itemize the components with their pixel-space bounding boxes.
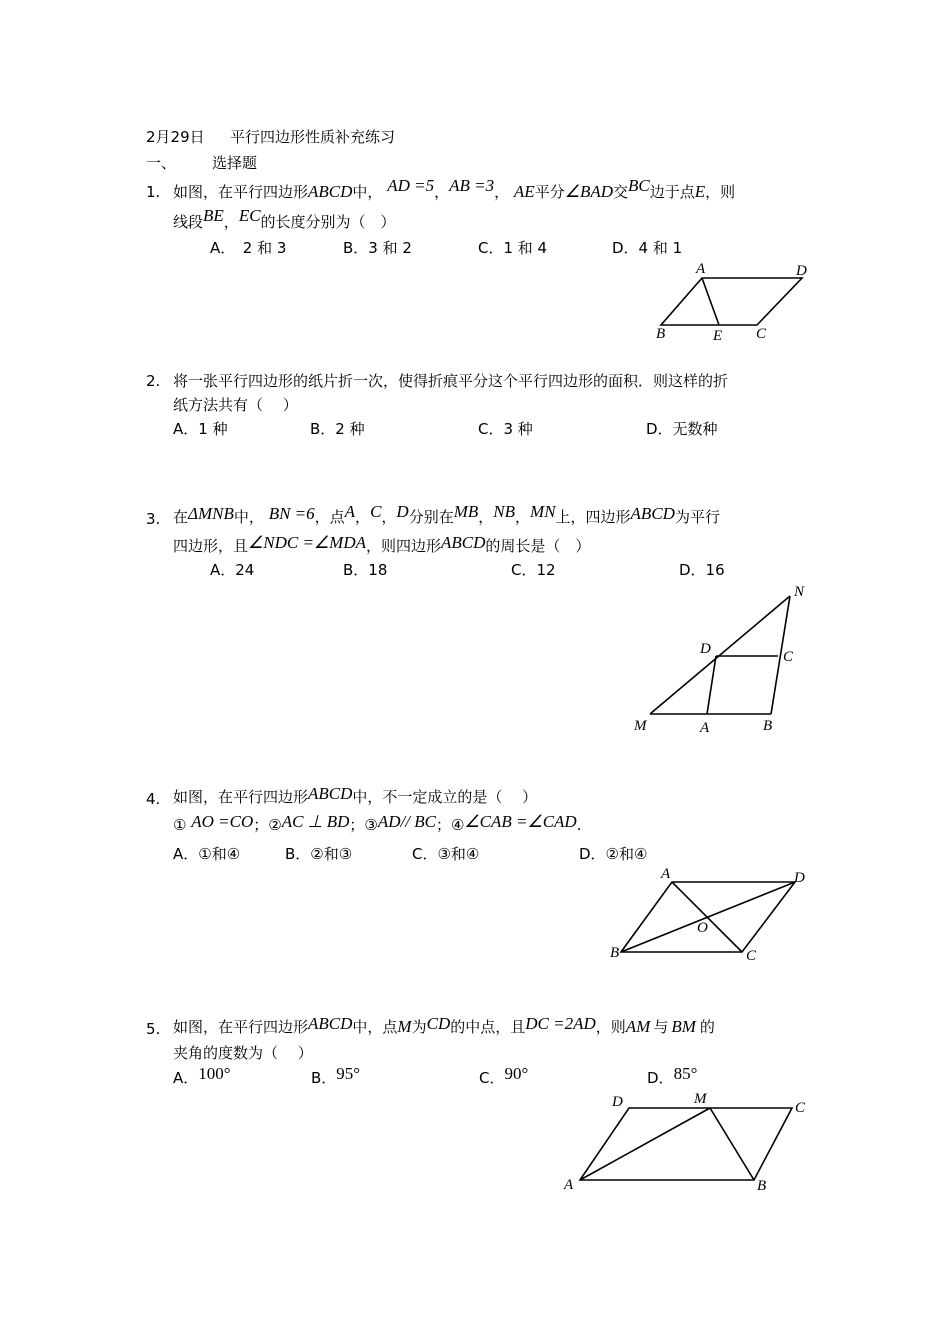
q5-option-b: B．95° bbox=[311, 1064, 361, 1087]
q5-equation: DC =2AD bbox=[525, 1014, 596, 1033]
q1-label-d: D bbox=[796, 263, 807, 279]
q1-ec: EC bbox=[238, 206, 261, 225]
q1-line1: 如图，在平行四边形ABCD中， AD =5，AB =3， AE平分∠BAD交BC边于点E，则 bbox=[173, 176, 736, 201]
q4-statement-1: AO =CO bbox=[191, 812, 254, 831]
q4-abcd: ABCD bbox=[308, 784, 353, 803]
q4-parallelogram-figure bbox=[605, 862, 815, 967]
q1-ab: AB =3 bbox=[449, 176, 495, 195]
q3-option-c: C．12 bbox=[511, 561, 556, 579]
q3-number: 3. bbox=[146, 510, 161, 528]
q5-label-b: B bbox=[757, 1178, 767, 1194]
q1-option-b: B．3 和 2 bbox=[343, 239, 412, 257]
q5-line2: 夹角的度数为（ ） bbox=[173, 1044, 313, 1062]
page-date: 2月29日 bbox=[146, 128, 205, 146]
q2-number: 2. bbox=[146, 372, 161, 390]
q1-label-a: A bbox=[696, 261, 706, 277]
q4-statement-2: AC ⊥ BD bbox=[281, 812, 350, 831]
q4-label-o: O bbox=[697, 920, 708, 936]
q4-option-a: A．①和④ bbox=[173, 845, 241, 863]
q1-ad: AD =5 bbox=[387, 176, 435, 195]
q5-label-d: D bbox=[612, 1094, 623, 1110]
q5-option-c: C．90° bbox=[479, 1064, 529, 1087]
q5-label-c: C bbox=[795, 1100, 806, 1116]
q4-option-c: C．③和④ bbox=[412, 845, 480, 863]
section-number: 一、 bbox=[146, 154, 177, 172]
q3-option-d: D．16 bbox=[679, 561, 725, 579]
q3-label-m: M bbox=[634, 718, 647, 734]
q3-option-b: B．18 bbox=[343, 561, 388, 579]
q1-option-a: A． 2 和 3 bbox=[210, 239, 287, 257]
q5-segment-bm bbox=[710, 1108, 754, 1180]
q3-line1: 在ΔMNB中， BN =6，点A，C，D分别在MB，NB，MN上，四边形ABCD为平行 bbox=[173, 502, 720, 526]
q4-label-c: C bbox=[746, 948, 757, 964]
q2-line1: 将一张平行四边形的纸片折一次，使得折痕平分这个平行四边形的面积．则这样的折 bbox=[173, 372, 729, 390]
q1-parallelogram bbox=[661, 278, 802, 325]
q1-angle-bad: ∠BAD bbox=[564, 182, 613, 201]
q3-option-a: A．24 bbox=[210, 561, 255, 579]
q5-line1: 如图，在平行四边形ABCD中，点M为CD的中点，且DC =2AD，则AM 与 BM 的 bbox=[173, 1014, 715, 1036]
q2-line2: 纸方法共有（ ） bbox=[173, 396, 298, 414]
q1-abcd: ABCD bbox=[308, 182, 353, 201]
q5-label-a: A bbox=[564, 1177, 574, 1193]
q2-option-d: D．无数种 bbox=[646, 420, 718, 438]
q5-abcd: ABCD bbox=[308, 1014, 353, 1033]
q3-label-b: B bbox=[763, 718, 773, 734]
q3-label-c: C bbox=[783, 649, 794, 665]
q3-label-d: D bbox=[700, 641, 711, 657]
q3-triangle-mnb: ΔMNB bbox=[188, 504, 234, 523]
q3-triangle-figure bbox=[630, 580, 820, 740]
q5-option-d: D．85° bbox=[647, 1064, 698, 1087]
q1-bc: BC bbox=[628, 176, 650, 195]
q1-option-c: C．1 和 4 bbox=[478, 239, 548, 257]
q4-statements: ① AO =CO；②AC ⊥ BD；③AD// BC；④∠CAB =∠CAD. bbox=[173, 812, 582, 834]
q1-label-b: B bbox=[656, 326, 666, 342]
q3-label-n: N bbox=[794, 584, 805, 600]
q1-option-d: D．4 和 1 bbox=[612, 239, 683, 257]
q4-statement-3: AD// BC bbox=[377, 812, 436, 831]
q1-label-c: C bbox=[756, 326, 767, 342]
q5-parallelogram bbox=[580, 1108, 792, 1180]
q4-label-b: B bbox=[610, 945, 620, 961]
q3-label-a: A bbox=[700, 720, 710, 736]
q4-label-a: A bbox=[661, 866, 671, 882]
q1-parallelogram-figure bbox=[650, 258, 820, 348]
q3-bn: BN =6 bbox=[268, 504, 315, 523]
q5-number: 5. bbox=[146, 1020, 161, 1038]
q2-option-a: A．1 种 bbox=[173, 420, 228, 438]
q4-label-d: D bbox=[794, 870, 805, 886]
q5-parallelogram-figure bbox=[560, 1088, 815, 1198]
page-title: 平行四边形性质补充练习 bbox=[230, 128, 396, 146]
q3-side-mn bbox=[650, 596, 790, 714]
q1-segment-ae bbox=[702, 278, 719, 325]
q1-label-e: E bbox=[713, 328, 723, 344]
q3-angles: ∠NDC =∠MDA bbox=[248, 533, 366, 552]
q1-number: 1. bbox=[146, 183, 161, 201]
q1-be: BE bbox=[203, 206, 224, 225]
q4-statement-4: ∠CAB =∠CAD bbox=[464, 812, 577, 831]
q1-line2: 线段BE，EC的长度分别为（ ） bbox=[173, 206, 396, 231]
q5-option-a: A．100° bbox=[173, 1064, 231, 1087]
q2-option-c: C．3 种 bbox=[478, 420, 533, 438]
q3-line2: 四边形，且∠NDC =∠MDA，则四边形ABCD的周长是（ ） bbox=[173, 533, 591, 555]
q5-label-m: M bbox=[694, 1091, 707, 1107]
q4-option-d: D．②和④ bbox=[579, 845, 648, 863]
q4-number: 4. bbox=[146, 790, 161, 808]
section-title: 选择题 bbox=[212, 154, 258, 172]
q1-ae: AE bbox=[513, 182, 535, 201]
q3-abcd: ABCD bbox=[630, 504, 675, 523]
q2-option-b: B．2 种 bbox=[310, 420, 365, 438]
q5-segment-am bbox=[580, 1108, 710, 1180]
q4-option-b: B．②和③ bbox=[285, 845, 353, 863]
q4-line1: 如图，在平行四边形ABCD中，不一定成立的是（ ） bbox=[173, 784, 538, 806]
